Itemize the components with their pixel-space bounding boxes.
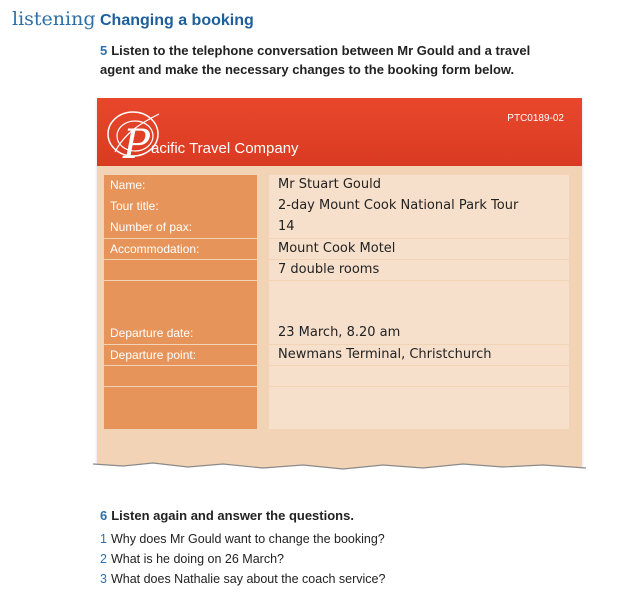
company-name [123,122,299,168]
question-text: What is he doing on 26 March? [110,552,284,566]
field-label: Tour title: [104,196,257,217]
field-value[interactable] [269,302,569,323]
company-initial: P [123,122,150,168]
form-reference-code: PTC0189-02 [507,113,564,124]
field-value[interactable] [269,281,569,302]
exercise-5-text: Listen to the telephone conversation between Mr Gould and a travel agent and make the necessary changes to the booking form below. [100,43,531,77]
field-label [104,260,257,281]
section-label: listening [12,8,96,30]
form-header [97,98,582,166]
field-value[interactable] [269,408,569,429]
field-value[interactable]: 2-day Mount Cook National Park Tour [269,196,569,217]
question-number: 3 [100,572,107,586]
field-label [104,281,257,302]
question-text: Why does Mr Gould want to change the booking? [110,532,385,546]
question-number: 2 [100,552,107,566]
form-row [104,408,569,429]
field-label: Departure point: [104,345,257,366]
form-row [104,387,569,408]
booking-form [97,98,582,468]
field-label: Name: [104,175,257,196]
company-name-text: acific Travel Company [151,140,299,157]
form-row [104,302,569,323]
form-row [104,239,569,260]
form-row [104,345,569,366]
form-row [104,196,569,217]
form-row [104,323,569,344]
field-label: Number of pax: [104,217,257,238]
field-label [104,302,257,323]
field-label: Accommodation: [104,239,257,260]
field-label [104,366,257,387]
field-value[interactable]: Mount Cook Motel [269,239,569,260]
question-item [100,532,385,546]
form-row [104,281,569,302]
field-value[interactable]: 14 [269,217,569,238]
exercise-6-number: 6 [100,508,108,523]
form-row [104,260,569,281]
field-label [104,387,257,408]
question-text: What does Nathalie say about the coach service? [110,572,386,586]
torn-paper-edge [93,460,586,476]
question-item [100,552,284,566]
field-label: Departure date: [104,323,257,344]
question-item [100,572,385,586]
field-value[interactable]: 7 double rooms [269,260,569,281]
field-value[interactable]: Newmans Terminal, Christchurch [269,345,569,366]
exercise-5-instruction [100,41,560,79]
exercise-6-instruction [100,506,560,525]
field-value[interactable] [269,387,569,408]
section-title: Changing a booking [100,12,254,29]
form-row [104,366,569,387]
field-value[interactable] [269,366,569,387]
field-value[interactable]: Mr Stuart Gould [269,175,569,196]
field-label [104,408,257,429]
form-row [104,217,569,238]
form-row [104,175,569,196]
form-rows [104,175,569,429]
field-value[interactable]: 23 March, 8.20 am [269,323,569,344]
exercise-5-number: 5 [100,43,108,58]
question-number: 1 [100,532,107,546]
exercise-6-text: Listen again and answer the questions. [111,508,354,523]
